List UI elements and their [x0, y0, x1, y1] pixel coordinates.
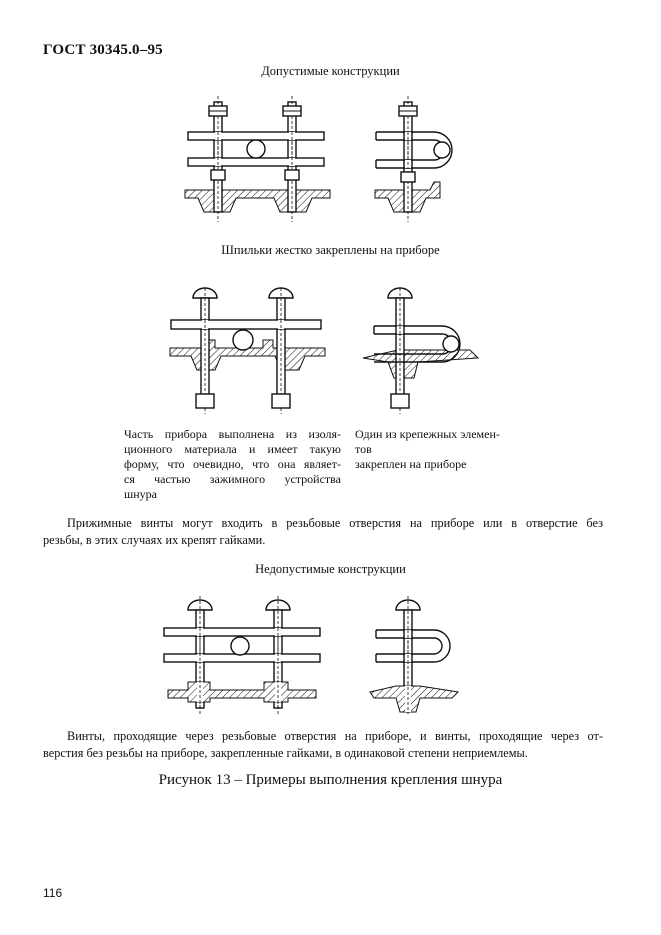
note-insulating-part	[124, 427, 341, 502]
note-left-line-5: шнура	[124, 487, 157, 501]
note-right-line-1: Один из крепежных элемен-	[355, 427, 500, 441]
note-one-element-fixed	[355, 427, 525, 472]
diagram-insulating-part-right	[358, 282, 488, 422]
note-left-line-1: Часть прибора выполнена из изоля-	[124, 427, 341, 441]
paragraph-line-2: резьбы, в этих случаях их крепят гайками.	[43, 533, 266, 547]
figure-title: Рисунок 13 – Примеры выполнения крепления шнура	[158, 772, 503, 788]
note-unacceptable	[43, 728, 603, 762]
note-left-line-2: ционного материала и имеет такую	[124, 442, 341, 456]
note-right-line-2: тов	[355, 442, 372, 456]
note-unacceptable-line-1: Винты, проходящие через резьбовые отверстия на приборе, и винты, проходящие через от-	[67, 729, 603, 743]
page-number: 116	[43, 886, 63, 900]
note-left-line-4: ся частью зажимного устройства	[124, 472, 341, 486]
caption-allowed-constructions: Допустимые конструкции	[261, 64, 400, 78]
diagram-studs-fixed-right	[370, 92, 480, 227]
diagram-unacceptable-right	[362, 590, 472, 720]
note-right-line-3: закреплен на приборе	[355, 457, 467, 471]
document-header: ГОСТ 30345.0–95	[43, 42, 163, 58]
paragraph-line-1: Прижимные винты могут входить в резьбовые отверстия на приборе или в отверстие без	[67, 516, 603, 530]
diagram-studs-fixed-left	[180, 92, 330, 227]
diagram-unacceptable-left	[160, 590, 330, 720]
diagram-insulating-part-left	[165, 282, 335, 422]
note-left-line-3: форму, что очевидно, что она являет-	[124, 457, 341, 471]
paragraph-clamping-screws	[43, 515, 603, 549]
note-unacceptable-line-2: верстия без резьбы на приборе, закрепленные гайками, в одинаковой степени неприемлемы.	[43, 746, 528, 760]
caption-unacceptable-constructions: Недопустимые конструкции	[255, 562, 406, 576]
caption-studs-fixed: Шпильки жестко закреплены на приборе	[221, 243, 440, 257]
